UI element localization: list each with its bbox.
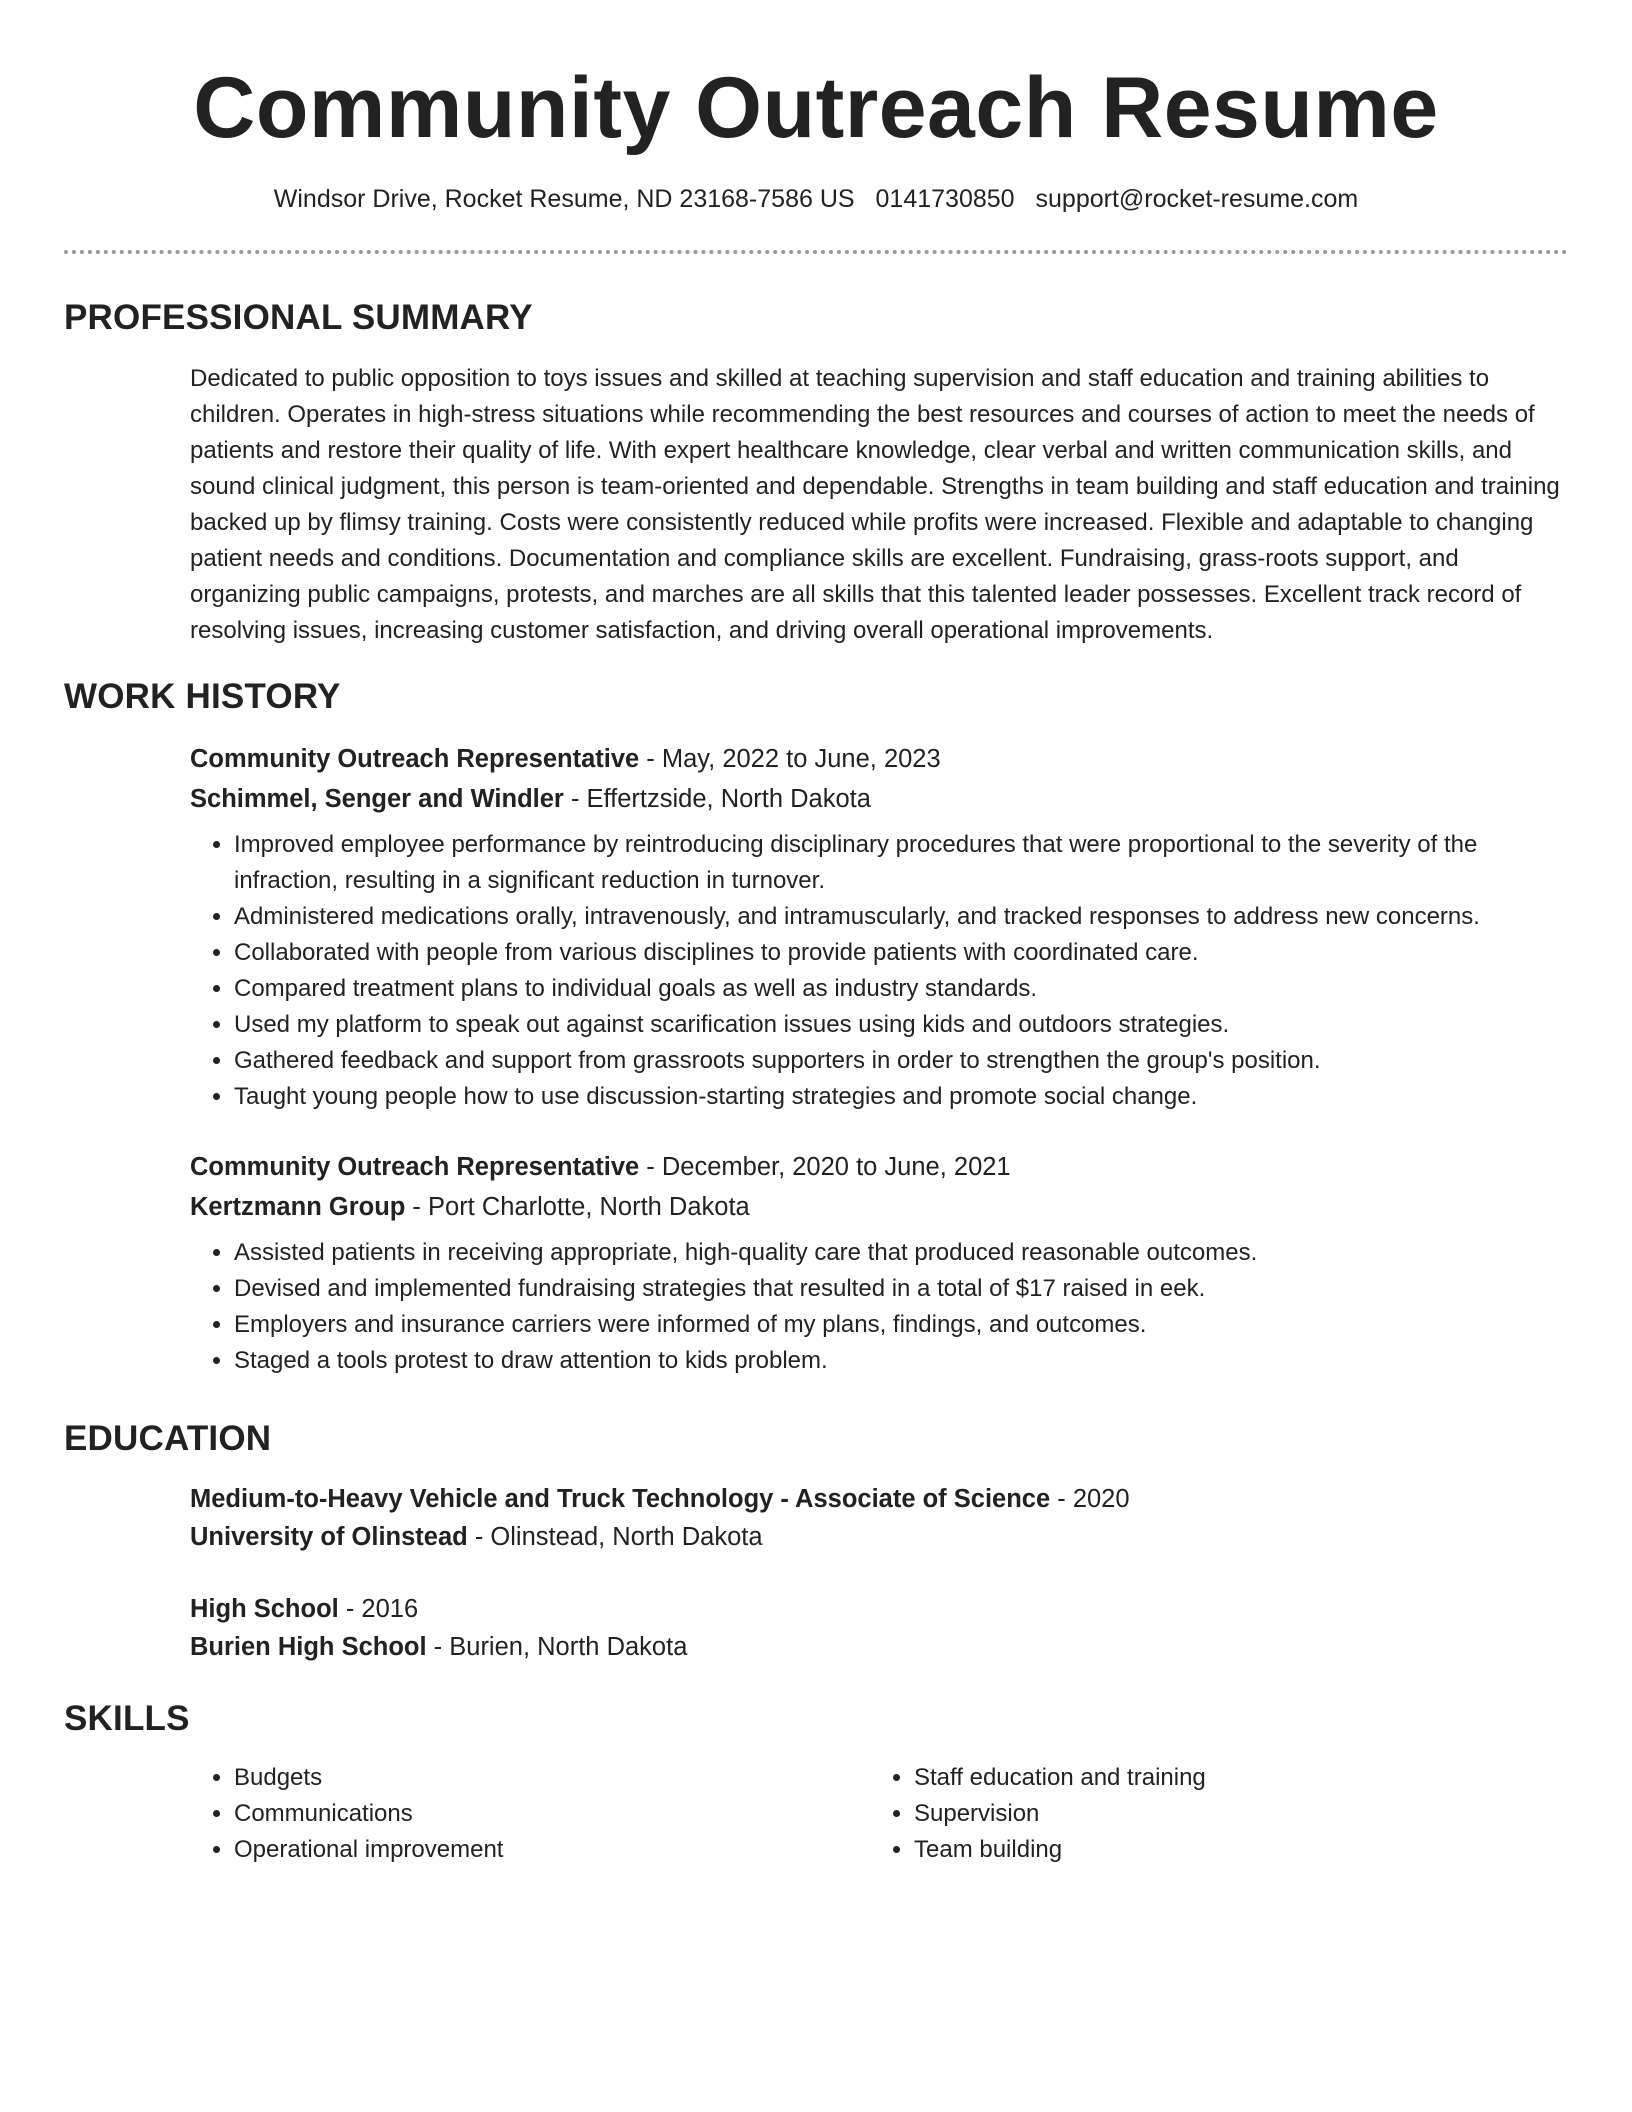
- education-location: - Olinstead, North Dakota: [467, 1523, 763, 1551]
- skill-item: • Team building: [914, 1832, 1550, 1868]
- job-bullet: • Improved employee performance by reintroducing disciplinary procedures that were proportional to the severity of the infraction, resulting in a significant reduction in turnover.: [234, 827, 1568, 899]
- job-role: Community Outreach Representative: [190, 1153, 640, 1181]
- job-bullet: • Used my platform to speak out against scarification issues using kids and outdoors strategies.: [234, 1007, 1568, 1043]
- summary-text: Dedicated to public opposition to toys issues and skilled at teaching supervision and staff education and training abilities to children. Operates in high-stress situations while recommending the best resources and courses of action to meet the needs of patients and restore their quality of life. With expert healthcare knowledge, clear verbal and written communication skills, and sound clinical judgment, this person is team-oriented and dependable. Strengths in team building and staff education and training backed up by flimsy training. Costs were consistently reduced while profits were increased. Flexible and adaptable to changing patient needs and conditions. Documentation and compliance skills are excellent. Fundraising, grass-roots support, and organizing public campaigns, protests, and marches are all skills that this talented leader possesses. Excellent track record of resolving issues, increasing customer satisfaction, and driving overall operational improvements.: [190, 365, 1560, 644]
- skills-column-right: [870, 1760, 1550, 1868]
- education-school-line: [190, 1628, 1568, 1666]
- job-bullet: • Devised and implemented fundraising strategies that resulted in a total of $17 raised in eek.: [234, 1271, 1568, 1307]
- job-company-line: [190, 1187, 1568, 1227]
- education-school: Burien High School: [190, 1633, 427, 1661]
- skills-column-left: [190, 1760, 870, 1868]
- job-company: Schimmel, Senger and Windler: [190, 785, 564, 813]
- job-title-line: [190, 739, 1568, 779]
- skills-section: [64, 1698, 1568, 1868]
- education-degree-line: [190, 1480, 1568, 1518]
- skill-item: • Staff education and training: [914, 1760, 1550, 1796]
- job-role: Community Outreach Representative: [190, 745, 640, 773]
- education-school-line: [190, 1518, 1568, 1556]
- education-year: - 2016: [338, 1595, 419, 1623]
- work-history-section: [64, 676, 1568, 1409]
- contact-address: Windsor Drive, Rocket Resume, ND 23168-7586 US: [273, 185, 855, 213]
- job-bullet: • Employers and insurance carriers were informed of my plans, findings, and outcomes.: [234, 1307, 1568, 1343]
- job-bullets: [190, 1235, 1568, 1379]
- job-bullets: [190, 827, 1568, 1115]
- skill-item: • Communications: [234, 1796, 870, 1832]
- skills-heading: SKILLS: [64, 1699, 190, 1738]
- summary-section: [64, 297, 1568, 649]
- header-divider: [64, 250, 1568, 254]
- job-bullet: • Administered medications orally, intravenously, and intramuscularly, and tracked responses to address new concerns.: [234, 899, 1568, 935]
- job-title-line: [190, 1147, 1568, 1187]
- job-bullet: • Gathered feedback and support from grassroots supporters in order to strengthen the group's position.: [234, 1043, 1568, 1079]
- skill-item: • Budgets: [234, 1760, 870, 1796]
- education-entry: [190, 1480, 1568, 1556]
- job-bullet: • Taught young people how to use discussion-starting strategies and promote social change.: [234, 1079, 1568, 1115]
- contact-email[interactable]: support@rocket-resume.com: [1035, 185, 1359, 213]
- summary-heading: PROFESSIONAL SUMMARY: [64, 298, 533, 337]
- skills-grid: [190, 1760, 1568, 1868]
- job-bullet: • Compared treatment plans to individual goals as well as industry standards.: [234, 971, 1568, 1007]
- job-bullet: • Collaborated with people from various disciplines to provide patients with coordinated care.: [234, 935, 1568, 971]
- education-school: University of Olinstead: [190, 1523, 468, 1551]
- contact-phone: 0141730850: [875, 185, 1015, 213]
- skill-item: • Operational improvement: [234, 1832, 870, 1868]
- job-company: Kertzmann Group: [190, 1193, 406, 1221]
- job-entry: [190, 1147, 1568, 1379]
- education-entry: [190, 1590, 1568, 1666]
- education-degree: Medium-to-Heavy Vehicle and Truck Technology - Associate of Science: [190, 1485, 1051, 1513]
- work-history-heading: WORK HISTORY: [64, 677, 341, 716]
- job-dates: - December, 2020 to June, 2021: [639, 1153, 1011, 1181]
- education-year: - 2020: [1050, 1485, 1130, 1513]
- job-dates: - May, 2022 to June, 2023: [639, 745, 941, 773]
- education-degree: High School: [190, 1595, 339, 1623]
- job-location: - Port Charlotte, North Dakota: [405, 1193, 750, 1221]
- education-section: [64, 1418, 1568, 1696]
- job-location: - Effertzside, North Dakota: [563, 785, 871, 813]
- job-bullet: • Assisted patients in receiving appropriate, high-quality care that produced reasonable outcomes.: [234, 1235, 1568, 1271]
- education-location: - Burien, North Dakota: [426, 1633, 688, 1661]
- skill-item: • Supervision: [914, 1796, 1550, 1832]
- job-company-line: [190, 779, 1568, 819]
- resume-title: Community Outreach Resume: [193, 60, 1439, 156]
- contact-line: [64, 182, 1568, 216]
- job-entry: [190, 739, 1568, 1115]
- education-degree-line: [190, 1590, 1568, 1628]
- job-bullet: • Staged a tools protest to draw attention to kids problem.: [234, 1343, 1568, 1379]
- education-heading: EDUCATION: [64, 1419, 272, 1458]
